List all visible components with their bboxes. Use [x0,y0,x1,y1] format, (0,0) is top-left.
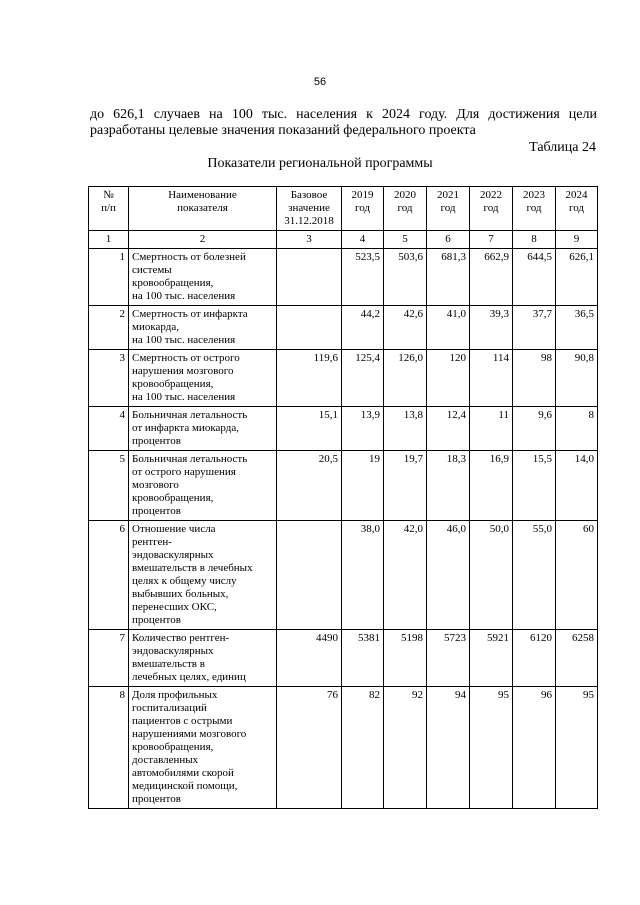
indicator-name-line: Больничная летальность [132,453,248,465]
indicator-name-line: мозгового [132,479,179,491]
indicator-name [129,451,277,521]
year-value: 523,5 [342,249,384,306]
indicator-name-line: процентов [132,435,181,447]
indicator-name-line: автомобилями скорой [132,767,234,779]
year-value: 96 [513,687,556,809]
column-index: 3 [277,231,342,249]
indicator-name-line: на 100 тыс. населения [132,290,236,302]
column-index: 1 [89,231,129,249]
column-index: 4 [342,231,384,249]
indicator-name-line: целях к общему числу [132,575,237,587]
year-value: 38,0 [342,521,384,630]
indicator-name-line: миокарда, [132,321,179,333]
indicator-name-line: госпитализаций [132,702,207,714]
indicators-table [88,186,598,809]
year-value: 95 [470,687,513,809]
indicator-name [129,521,277,630]
indicator-name-line: доставленных [132,754,199,766]
header-name: Наименование показателя [129,187,277,231]
year-value: 95 [556,687,598,809]
indicator-name-line: Отношение числа [132,523,216,535]
indicator-name-line: Количество рентген- [132,632,230,644]
year-value: 94 [427,687,470,809]
table-row [89,451,598,521]
indicator-name-line: от острого нарушения [132,466,236,478]
indicator-name-line: нарушения мозгового [132,365,234,377]
table-title: Показатели региональной программы [207,156,433,171]
indicator-name-line: вмешательств в [132,658,205,670]
year-value: 19,7 [384,451,427,521]
column-index: 6 [427,231,470,249]
indicator-name [129,306,277,350]
indicator-name-line: выбывших больных, [132,588,229,600]
year-value: 12,4 [427,407,470,451]
indicator-name-line: кровообращения, [132,741,214,753]
year-value: 42,6 [384,306,427,350]
year-value: 6120 [513,630,556,687]
year-value: 11 [470,407,513,451]
header-num: № п/п [89,187,129,231]
year-value: 42,0 [384,521,427,630]
base-value: 119,6 [277,350,342,407]
row-number: 8 [89,687,129,809]
column-index: 2 [129,231,277,249]
year-value: 9,6 [513,407,556,451]
year-value: 14,0 [556,451,598,521]
indicator-name-line: кровообращения, [132,492,214,504]
year-value: 92 [384,687,427,809]
indicator-name [129,407,277,451]
year-value: 126,0 [384,350,427,407]
year-value: 39,3 [470,306,513,350]
year-value: 662,9 [470,249,513,306]
header-year: 2023 год [513,187,556,231]
year-value: 114 [470,350,513,407]
indicator-name [129,350,277,407]
column-index: 7 [470,231,513,249]
year-value: 5921 [470,630,513,687]
base-value [277,249,342,306]
row-number: 6 [89,521,129,630]
year-value: 37,7 [513,306,556,350]
indicator-name-line: эндоваскулярных [132,549,214,561]
year-value: 36,5 [556,306,598,350]
base-value: 20,5 [277,451,342,521]
indicator-name-line: вмешательств в лечебных [132,562,253,574]
year-value: 6258 [556,630,598,687]
base-value [277,521,342,630]
year-value: 60 [556,521,598,630]
indicator-name [129,630,277,687]
year-value: 16,9 [470,451,513,521]
year-value: 8 [556,407,598,451]
table-row [89,687,598,809]
indicator-name-line: от инфаркта миокарда, [132,422,239,434]
year-value: 19 [342,451,384,521]
year-value: 5381 [342,630,384,687]
column-index: 8 [513,231,556,249]
header-base: Базовое значение 31.12.2018 [277,187,342,231]
year-value: 44,2 [342,306,384,350]
base-value [277,306,342,350]
column-index: 9 [556,231,598,249]
header-year: 2019 год [342,187,384,231]
indicator-name-line: Больничная летальность [132,409,248,421]
row-number: 3 [89,350,129,407]
year-value: 41,0 [427,306,470,350]
intro-line-1: до 626,1 случаев на 100 тыс. населения к 2024 году. Для достижения цели [90,107,597,122]
year-value: 98 [513,350,556,407]
table-row [89,407,598,451]
indicator-name-line: нарушениями мозгового [132,728,247,740]
year-value: 626,1 [556,249,598,306]
intro-line-2: разработаны целевые значения показаний федерального проекта [90,123,476,138]
indicator-name-line: Смертность от болезней [132,251,246,263]
year-value: 46,0 [427,521,470,630]
indicator-name [129,249,277,306]
table-row [89,249,598,306]
year-value: 50,0 [470,521,513,630]
row-number: 7 [89,630,129,687]
year-value: 125,4 [342,350,384,407]
header-year: 2024 год [556,187,598,231]
indicator-name-line: перенесших ОКС, [132,601,217,613]
intro-paragraph [90,107,597,139]
indicator-name-line: на 100 тыс. населения [132,391,236,403]
row-number: 5 [89,451,129,521]
year-value: 13,8 [384,407,427,451]
column-index-row [89,231,598,249]
indicator-name-line: медицинской помощи, [132,780,238,792]
table-row [89,521,598,630]
year-value: 15,5 [513,451,556,521]
indicator-name-line: процентов [132,505,181,517]
indicator-name [129,687,277,809]
indicator-name-line: системы [132,264,172,276]
year-value: 681,3 [427,249,470,306]
header-row [89,187,598,231]
table-row [89,306,598,350]
year-value: 644,5 [513,249,556,306]
indicator-name-line: кровообращения, [132,277,214,289]
row-number: 4 [89,407,129,451]
base-value: 76 [277,687,342,809]
year-value: 5723 [427,630,470,687]
indicator-name-line: процентов [132,614,181,626]
year-value: 5198 [384,630,427,687]
page-number: 56 [313,76,327,88]
column-index: 5 [384,231,427,249]
table-number: Таблица 24 [529,140,596,155]
row-number: 1 [89,249,129,306]
row-number: 2 [89,306,129,350]
indicator-name-line: Смертность от инфаркта [132,308,248,320]
indicator-name-line: Доля профильных [132,689,218,701]
indicator-name-line: рентген- [132,536,172,548]
base-value: 15,1 [277,407,342,451]
year-value: 55,0 [513,521,556,630]
year-value: 120 [427,350,470,407]
year-value: 90,8 [556,350,598,407]
year-value: 503,6 [384,249,427,306]
indicator-name-line: на 100 тыс. населения [132,334,236,346]
indicator-name-line: кровообращения, [132,378,214,390]
base-value: 4490 [277,630,342,687]
table-row [89,350,598,407]
year-value: 82 [342,687,384,809]
table-row [89,630,598,687]
header-year: 2020 год [384,187,427,231]
indicator-name-line: Смертность от острого [132,352,240,364]
year-value: 18,3 [427,451,470,521]
indicator-name-line: эндоваскулярных [132,645,214,657]
indicator-name-line: лечебных целях, единиц [132,671,246,683]
indicator-name-line: пациентов с острыми [132,715,233,727]
header-year: 2021 год [427,187,470,231]
indicator-name-line: процентов [132,793,181,805]
year-value: 13,9 [342,407,384,451]
header-year: 2022 год [470,187,513,231]
